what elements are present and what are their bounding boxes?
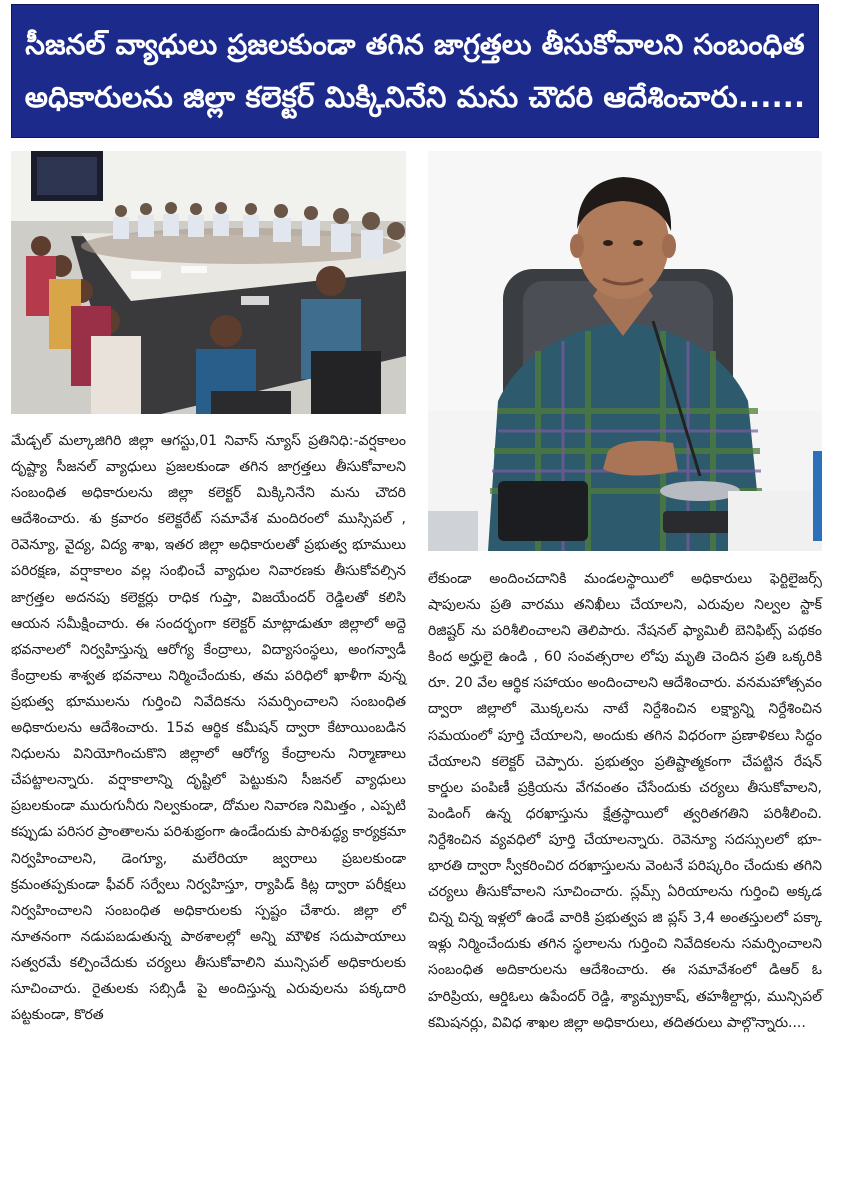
collector-portrait-photo <box>428 151 822 551</box>
article-column-right: లేకుండా అందించదానికి మండలస్థాయిలో అధికారులు ఫెర్టిలైజర్స్ షాపులను ప్రతి వారము తనిఖీలు చేయాలని, ఎరువుల నిల్వల స్టాక్ రిజిష్టర్ ను పరిశీలించాలని తెలిపారు. నేషనల్ ఫ్యామిలీ బెనిఫిట్స్ పథకం కింద అర్హులై ఉండి , 60 సంవత్సరాల లోపు మృతి చెందిన ప్రతి ఒక్కరికి రూ. 20 వేల ఆర్థిక సహాయం అందించాలని ఆదేశించారు. వనమహోత్సవం ద్వారా జిల్లాలో మొక్కలను నాటే నిర్దేశించిన లక్ష్యాన్ని నిర్దేశించిన సమయంలో పూర్తి చేయాలని, అందుకు తగిన విధరంగా ప్రణాళికలు సిద్ధం చేయాలని కలెక్టర్ చెప్పారు. ప్రభుత్వం ప్రతిష్టాత్మకంగా చేపట్టిన రేషన్ కార్డుల పంపిణీ ప్రక్రియను వేగవంతం చేసేందుకు చర్యలు తీసుకోవాలని, పెండింగ్ ఉన్న ధరఖాస్తును క్షేత్రస్థాయిలో త్వరితగతిని పరిశీలించి. నిర్దేశించిన వ్యవధిలో పూర్తి చేయాలన్నారు. రెవెన్యూ సదస్సులలో భూ- భారతి ద్వారా స్వీకరించిర దరఖాస్తులను వెంటనే పరిష్కరిం చేందుకు తగిని చర్యలు తీసుకోవాలని సూచించారు. స్లమ్స్ ఏరియాలను గుర్తించి అక్కడ చిన్న చిన్న ఇళ్లలో ఉండే వారికి ప్రభుత్వప జి ప్లస్ 3,4 అంతస్తులలో పక్కా ఇళ్లు నిర్మించేందుకు తగిన స్థలాలను గుర్తించి నివేదికలను సమర్పించాలని సంబంధిత అదికారులను ఆదేశించారు. ఈ సమావేశంలో డిఆర్ ఓ హరిప్రియ, ఆర్డిఓలు ఉపేందర్ రెడ్డి, శ్యామ్ప్రకాష్, తహశీల్దార్లు, మున్సిపల్ కమిషనర్లు, వివిధ శాఖల జిల్లా అధికారులు, తదితరులు పాల్గొన్నారు.... <box>428 571 822 1031</box>
article-column-left: మేడ్చల్ మల్కాజిగిరి జిల్లా ఆగస్టు,01 నివాస్ న్యూస్ ప్రతినిధి:-వర్షకాలం దృష్ట్యా సీజనల్ వ్యాధులు ప్రజలకుండా తగిన జాగ్రత్తలు తీసుకోవాలని సంబంధిత అధికారులను జిల్లా కలెక్టర్ మిక్కినినేని మను చౌదరి ఆదేశించారు. శు క్రవారం కలెక్టరేట్ సమావేశ మందిరంలో ముస్సిపల్ , రెవెన్యూ, వైద్య, విద్య శాఖ, ఇతర జిల్లా అధికారులతో ప్రభుత్వ భూములు పరిరక్షణ, వర్షాకాలం వల్ల సంభించే వ్యాధుల నివారణకు తీసుకోవల్సిన జాగ్రత్తల అదనపు కలెక్టర్లు రాధిక గుప్తా, విజయేందర్ రెడ్డిలతో కలిసి ఆయన సమీక్షించారు. ఈ సందర్భంగా కలెక్టర్ మాట్లాడుతూ జిల్లాలో అద్దె భవనాలలో నిర్వహిస్తున్న ఆరోగ్య కేంద్రాలు, విద్యాసంస్థలు, అంగన్వాడీ కేంద్రాలకు శాశ్వత భవనాలు నిర్మించేందుకు, తమ పరిధిలో ఖాళీగా వున్న ప్రభుత్వ భూములను గుర్తించి నివేదికను సమర్పించాలని సంబంధిత అధికారులను ఆదేశించారు. 15వ ఆర్థిక కమీషన్ ద్వారా కేటాయింబడిన నిధులను వినియోగించుకొని జిల్లాలో ఆరోగ్య కేంద్రాలను నిర్మాణాలు చేపట్టాలన్నారు. వర్షాకాలాన్ని దృష్టిలో పెట్టుకుని సీజనల్ వ్యాధులు ప్రబలకుండా మురుగునీరు నిల్వకుండా, దోమల నివారణ నిమిత్తం , ఎప్పటి కప్పుడు పరిసర ప్రాంతాలను పరిశుభ్రంగా ఉండేందుకు పారిశుద్ధ్య కార్యక్రమా నిర్వహించాలని, డెంగ్యూ, మలేరియా జ్వరాలు ప్రబలకుండా క్రమంతప్పకుండా ఫీవర్ సర్వేలు నిర్వహిస్తూ, ర్యాపిడ్ కిట్ల ద్వారా పరీక్షలు నిర్వహించాలని సంబంధిత అధికారులకు స్పష్టం చేశారు. జిల్లా లో నూతనంగా నడుపబడుతున్న పాఠశాలల్లో అన్ని మౌళిక సదుపాయాలు సత్వరమే కల్పించేదుకు చర్యలు తీసుకోవాలిని మున్సిపల్ అధికారులకు సూచించారు. రైతులకు సబ్సిడీ పై అందిస్తున్న ఎరువులను పక్కదారి పట్టకుండా, కొరత <box>11 433 406 1024</box>
conference-meeting-photo <box>11 151 406 414</box>
collector-photo <box>428 151 822 551</box>
headline-banner <box>11 4 819 138</box>
headline-line-2: అధికారులను జిల్లా కలెక్టర్ మిక్కినినేని మను చౌదరి ఆదేశించారు...... <box>24 80 806 114</box>
headline-line-1: సీజనల్ వ్యాధులు ప్రజలకుండా తగిన జాగ్రత్తలు తీసుకోవాలని సంబంధిత <box>25 28 805 61</box>
meeting-photo <box>11 151 406 414</box>
